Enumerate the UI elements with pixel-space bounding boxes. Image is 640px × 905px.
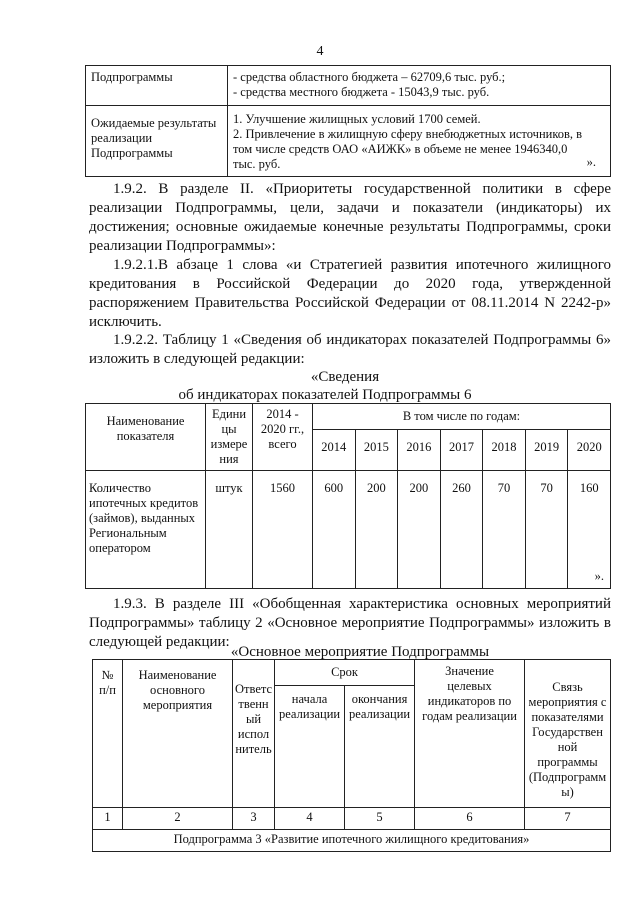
header-cell: Наименование основного мероприятия — [123, 660, 233, 808]
text-line: Ожидаемые результаты — [91, 116, 217, 130]
year-cell: 2017 — [440, 430, 483, 471]
table-cell — [228, 106, 611, 177]
page-number: 4 — [316, 44, 324, 59]
table-row — [86, 106, 611, 177]
header-cell: Наименование показателя — [86, 404, 206, 471]
close-quote: ». — [594, 569, 604, 583]
table-cell: 6 — [415, 808, 525, 830]
table-row — [86, 66, 611, 106]
table-header-row — [93, 660, 611, 686]
text-line: Подпрограммы — [91, 146, 173, 160]
table-cell: Количество ипотечных кредитов (займов), выданных Региональным оператором — [86, 471, 206, 589]
header-cell: Связь мероприятия с показателями Государствен ной программы (Подпрограмм ы) — [525, 660, 611, 808]
table-caption — [0, 368, 640, 404]
table-cell: 1 — [93, 808, 123, 830]
year-cell: 2018 — [483, 430, 526, 471]
header-cell: окончания реализации — [345, 686, 415, 808]
paragraph-1-9-2: 1.9.2. В разделе II. «Приоритеты государственной политики в сфере реализации Подпрограммы, цели, задачи и показатели (индикаторы) их достижения; основные ожидаемые конечные результаты Подпрограммы, сроки реализации Подпрограммы»: — [89, 181, 611, 254]
year-cell: 2015 — [355, 430, 398, 471]
table-cell: 2 — [123, 808, 233, 830]
passport-table — [85, 65, 611, 177]
subprogram-row-cell: Подпрограмма 3 «Развитие ипотечного жилищного кредитования» — [93, 830, 611, 852]
header-cell: Ответс твенн ый испол нитель — [233, 660, 275, 808]
year-cell: 2016 — [398, 430, 441, 471]
table-row — [93, 830, 611, 852]
paragraph-1-9-2-2: 1.9.2.2. Таблицу 1 «Сведения об индикаторах показателей Подпрограммы 6» изложить в следующей редакции: — [89, 332, 611, 367]
close-quote: ». — [586, 155, 596, 169]
table-cell: 260 — [440, 471, 483, 589]
table-cell: 70 — [525, 471, 568, 589]
table-cell: Подпрограммы — [86, 66, 228, 106]
table-cell — [86, 106, 228, 177]
table-cell: 200 — [355, 471, 398, 589]
text-line: 1. Улучшение жилищных условий 1700 семей. — [233, 112, 481, 126]
header-cell: Едини цы измере ния — [206, 404, 253, 471]
paragraph-1-9-2-1: 1.9.2.1.В абзаце 1 слова «и Стратегией развития ипотечного жилищного кредитования в Российской Федерации до 2020 года, утвержденной распоряжением Правительства Российской Федерации от 08.11.2014 N 2242-р» исключить. — [89, 257, 611, 330]
main-activity-table — [92, 659, 611, 852]
table-row — [86, 471, 611, 589]
table-cell: 600 — [313, 471, 356, 589]
text-line: 2. Привлечение в жилищную сферу внебюджетных источников, в — [233, 127, 583, 141]
text-line: тыс. руб. — [233, 157, 281, 171]
caption-line: «Сведения — [310, 369, 380, 385]
year-cell: 2020 — [568, 430, 611, 471]
year-cell: 2019 — [525, 430, 568, 471]
table-header-row — [86, 404, 611, 430]
table-cell: штук — [206, 471, 253, 589]
indicators-table — [85, 403, 611, 589]
caption-line: об индикаторах показателей Подпрограммы 6 — [178, 387, 472, 403]
year-cell: 2014 — [313, 430, 356, 471]
table-cell: 1560 — [253, 471, 313, 589]
text-line: том числе средств ОАО «АИЖК» в объеме не менее 1946340,0 — [233, 142, 568, 156]
table-cell — [228, 66, 611, 106]
table-cell: 160 ». — [568, 471, 611, 589]
text-line: - средства местного бюджета - 15043,9 тыс. руб. — [233, 85, 490, 99]
paragraph-1-9-3: 1.9.3. В разделе III «Обобщенная характеристика основных мероприятий Подпрограммы» таблицу 2 «Основное мероприятие Подпрограммы» изложить в следующей редакции: — [89, 596, 611, 650]
table-row — [93, 808, 611, 830]
table-cell: 200 — [398, 471, 441, 589]
table-cell: 5 — [345, 808, 415, 830]
table-cell: 70 — [483, 471, 526, 589]
header-cell: Значение целевых индикаторов по годам реализации — [415, 660, 525, 808]
table-cell: 7 — [525, 808, 611, 830]
header-cell: начала реализации — [275, 686, 345, 808]
header-cell: Срок — [275, 660, 415, 686]
table-cell: 3 — [233, 808, 275, 830]
header-cell: 2014 - 2020 гг., всего — [253, 404, 313, 471]
text-line: - средства областного бюджета – 62709,6 тыс. руб.; — [233, 70, 506, 84]
table-caption: «Основное мероприятие Подпрограммы — [230, 644, 490, 660]
table-cell: 4 — [275, 808, 345, 830]
header-cell: № п/п — [93, 660, 123, 808]
text-line: реализации — [91, 131, 153, 145]
header-cell: В том числе по годам: — [313, 404, 611, 430]
